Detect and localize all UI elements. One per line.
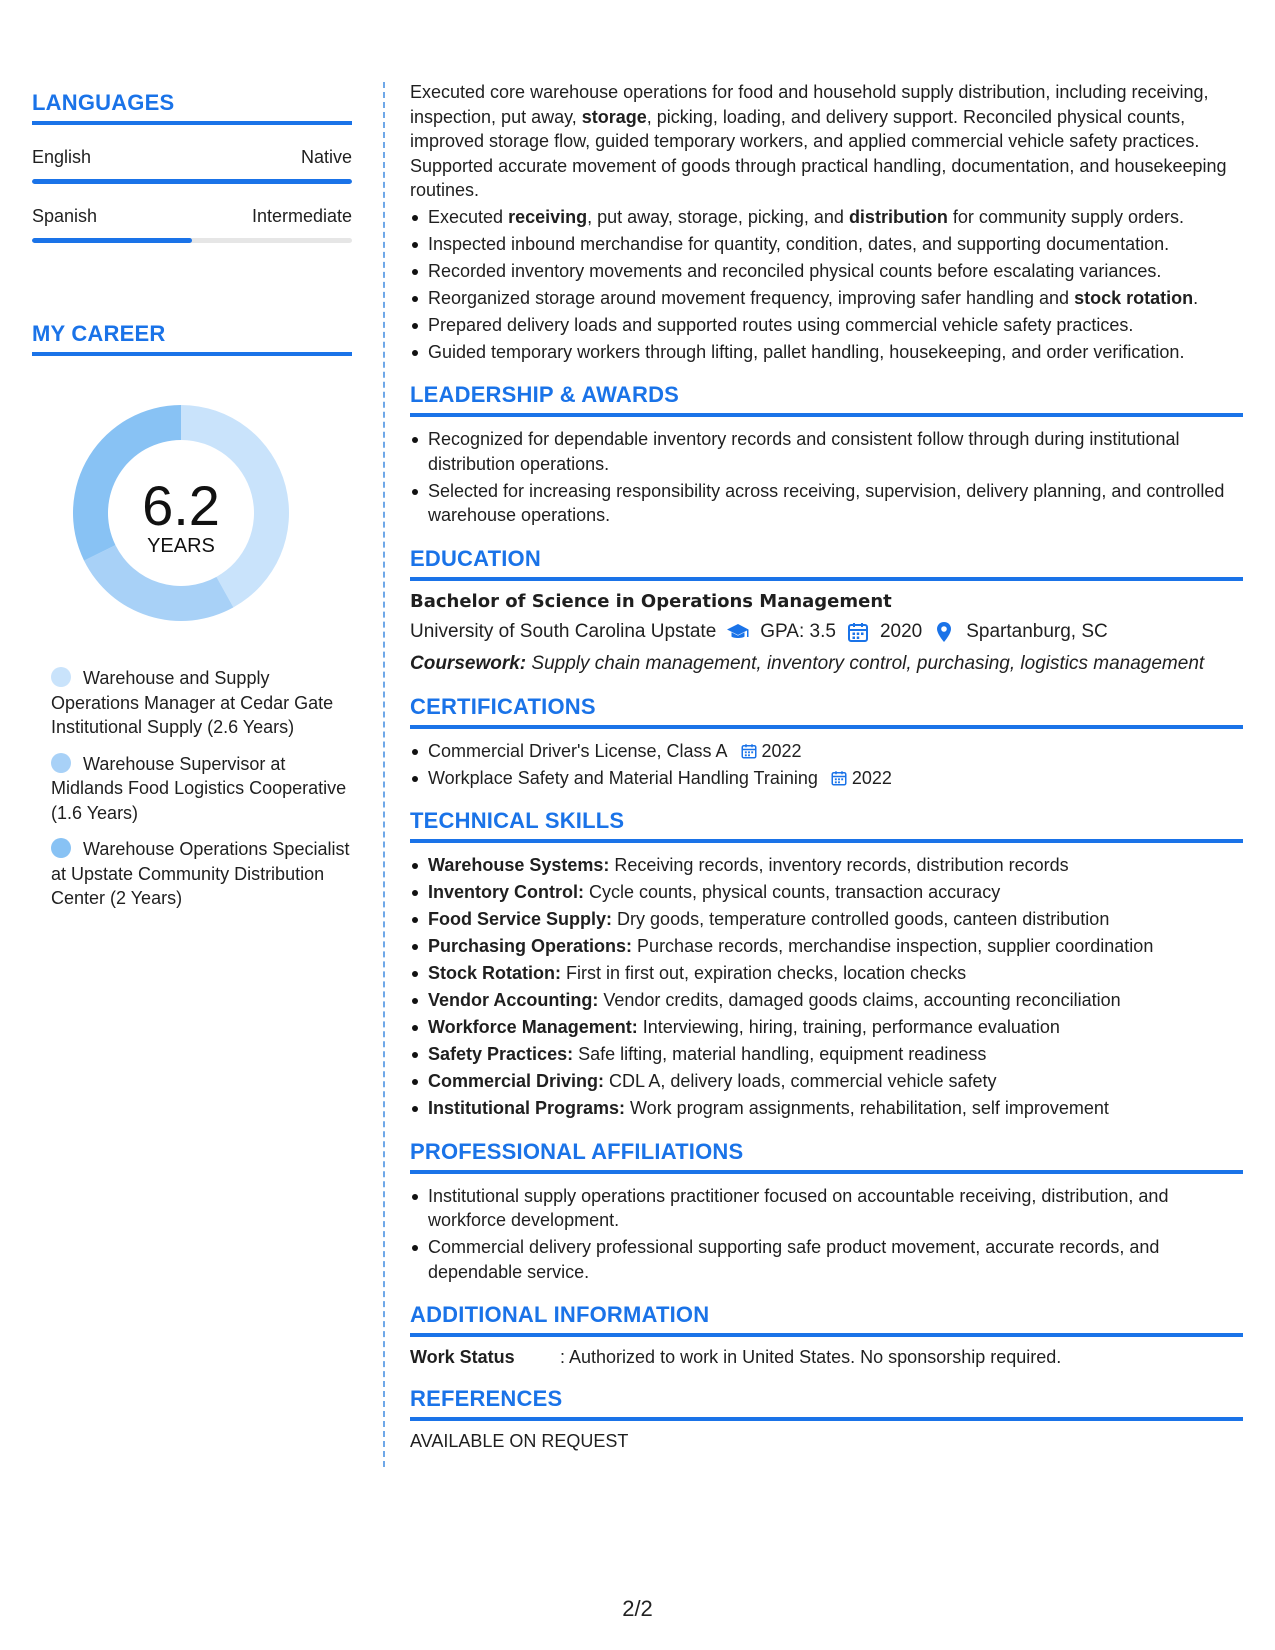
text-run: Prepared delivery loads and supported routes using commercial vehicle safety practices.: [428, 314, 1134, 335]
section-rule: [410, 577, 1243, 581]
skill-item: [410, 1069, 1243, 1094]
section-rule: [410, 839, 1243, 843]
skill-category: Vendor Accounting:: [428, 990, 599, 1010]
affiliations-list: [410, 1184, 1243, 1285]
certification-year: 2022: [851, 767, 892, 788]
skill-category: Safety Practices:: [428, 1044, 574, 1064]
languages-title: LANGUAGES: [32, 90, 175, 115]
section-rule: [410, 1333, 1243, 1337]
language-proficiency-fill: [32, 238, 192, 243]
school-name: University of South Carolina Upstate: [410, 620, 717, 642]
experience-bullet: [410, 286, 1243, 311]
section-rule: [410, 413, 1243, 417]
education-section: [410, 546, 1243, 676]
section-rule: [410, 725, 1243, 729]
career-role-label: Warehouse Operations Specialist at Upstate Community Distribution Center (2 Years): [51, 839, 350, 908]
bold-text: distribution: [848, 206, 948, 227]
experience-summary: [410, 80, 1243, 203]
experience-section: [410, 80, 1243, 364]
certification-list: [410, 739, 1243, 791]
skill-category: Commercial Driving:: [428, 1071, 605, 1091]
sidebar: [32, 90, 352, 923]
skill-details: Purchase records, merchandise inspection, supplier coordination: [632, 936, 1154, 956]
calendar-icon: [740, 742, 758, 760]
leadership-list: [410, 427, 1243, 528]
skill-category: Purchasing Operations:: [428, 936, 633, 956]
coursework: [410, 652, 1243, 676]
certification-name: Commercial Driver's License, Class A: [428, 740, 728, 761]
skill-item: [410, 961, 1243, 986]
bold-text: receiving: [508, 206, 588, 227]
skill-category: Stock Rotation:: [428, 963, 561, 983]
text-run: Inspected inbound merchandise for quantity, condition, dates, and supporting documentation.: [428, 233, 1170, 254]
language-row: [32, 206, 352, 227]
skill-category: Inventory Control:: [428, 882, 584, 902]
experience-bullet: [410, 232, 1243, 257]
career-legend-item: [32, 837, 352, 911]
leadership-title: LEADERSHIP & AWARDS: [410, 382, 680, 407]
skill-category: Warehouse Systems:: [428, 855, 610, 875]
skill-item: [410, 1015, 1243, 1040]
leadership-item: Selected for increasing responsibility across receiving, supervision, delivery planning, and controlled warehouse operations.: [410, 479, 1243, 528]
skills-section: [410, 808, 1243, 1121]
language-proficiency-bar: [32, 238, 352, 243]
language-name: English: [32, 147, 92, 167]
graduation-cap-icon: [726, 620, 750, 644]
work-status-row: [410, 1347, 1243, 1368]
career-legend-item: [32, 666, 352, 740]
text-run: Reorganized storage around movement frequency, improving safer handling and: [428, 287, 1075, 308]
skill-details: Dry goods, temperature controlled goods, canteen distribution: [612, 909, 1110, 929]
skill-category: Food Service Supply:: [428, 909, 613, 929]
skill-details: Vendor credits, damaged goods claims, accounting reconciliation: [598, 990, 1121, 1010]
certification-name: Workplace Safety and Material Handling Training: [428, 767, 818, 788]
career-role-label: Warehouse Supervisor at Midlands Food Logistics Cooperative (1.6 Years): [51, 753, 347, 823]
text-run: Guided temporary workers through lifting, pallet handling, housekeeping, and order verification.: [428, 341, 1185, 362]
references-text: AVAILABLE ON REQUEST: [410, 1431, 629, 1451]
skill-item: [410, 1042, 1243, 1067]
career-legend-item: [32, 752, 352, 826]
career-section: [32, 321, 352, 911]
language-level: Intermediate: [251, 206, 352, 226]
certification-item: [410, 739, 1243, 764]
legend-dot: [51, 838, 71, 858]
text-run: .: [1193, 287, 1199, 308]
experience-bullet: [410, 259, 1243, 284]
calendar-icon: [830, 769, 848, 787]
section-rule: [410, 1170, 1243, 1174]
language-proficiency-fill: [32, 179, 352, 184]
language-row: [32, 147, 352, 168]
gpa: GPA: 3.5: [760, 620, 836, 642]
work-status-label: Work Status: [410, 1347, 515, 1367]
language-name: Spanish: [32, 206, 98, 226]
skills-title: TECHNICAL SKILLS: [410, 808, 625, 833]
language-level: Native: [300, 147, 352, 167]
affiliations-section: [410, 1139, 1243, 1285]
work-status-value: : Authorized to work in United States. No sponsorship required.: [560, 1347, 1062, 1367]
school-location: Spartanburg, SC: [966, 620, 1108, 642]
skill-details: Receiving records, inventory records, distribution records: [609, 855, 1069, 875]
bold-text: storage: [581, 106, 647, 127]
skill-item: [410, 934, 1243, 959]
skill-item: [410, 853, 1243, 878]
experience-bullet: [410, 313, 1243, 338]
text-run: Executed core warehouse operations for food and household supply distribution, including receiving, inspection, put away,: [410, 82, 1209, 127]
experience-bullet: [410, 205, 1243, 230]
affiliation-item: Commercial delivery professional supporting safe product movement, accurate records, and dependable service.: [410, 1235, 1243, 1284]
leadership-item: Recognized for dependable inventory records and consistent follow through during institutional distribution operations.: [410, 427, 1243, 476]
leadership-section: [410, 382, 1243, 528]
skill-details: First in first out, expiration checks, location checks: [561, 963, 967, 983]
certification-year: 2022: [761, 740, 802, 761]
education-title: EDUCATION: [410, 545, 541, 571]
section-rule: [410, 1417, 1243, 1421]
references-title: REFERENCES: [410, 1386, 563, 1411]
affiliation-item: Institutional supply operations practitioner focused on accountable receiving, distribution, and workforce development.: [410, 1184, 1243, 1233]
experience-bullet: [410, 340, 1243, 365]
page-number: 2/2: [622, 1596, 653, 1621]
skill-details: Cycle counts, physical counts, transaction accuracy: [584, 882, 1001, 902]
career-donut-chart: [66, 398, 296, 628]
location-pin-icon: [932, 620, 956, 644]
skill-item: [410, 880, 1243, 905]
additional-section: [410, 1302, 1243, 1368]
text-run: Recorded inventory movements and reconciled physical counts before escalating variances.: [428, 260, 1162, 281]
career-role-label: Warehouse and Supply Operations Manager at Cedar Gate Institutional Supply (2.6 Years): [51, 668, 334, 737]
skill-details: CDL A, delivery loads, commercial vehicle safety: [604, 1071, 997, 1091]
text-run: , put away, storage, picking, and: [587, 206, 849, 227]
career-title: MY CAREER: [32, 321, 166, 346]
coursework-label: Coursework:: [410, 652, 527, 674]
legend-dot: [51, 753, 71, 773]
affiliations-title: PROFESSIONAL AFFILIATIONS: [410, 1138, 744, 1164]
language-list: [32, 147, 352, 243]
skill-category: Workforce Management:: [428, 1017, 638, 1037]
text-run: Executed: [428, 206, 509, 227]
certification-item: [410, 766, 1243, 791]
references-section: [410, 1386, 1243, 1452]
skills-list: [410, 853, 1243, 1121]
skill-details: Interviewing, hiring, training, performance evaluation: [637, 1017, 1060, 1037]
certifications-title: CERTIFICATIONS: [410, 693, 596, 719]
certifications-section: [410, 694, 1243, 791]
skill-item: [410, 988, 1243, 1013]
languages-section: [32, 90, 352, 243]
calendar-icon: [846, 620, 870, 644]
career-years-unit: YEARS: [147, 535, 215, 557]
experience-bullets: [410, 205, 1243, 365]
career-total-years: 6.2: [142, 474, 220, 537]
degree-name: Bachelor of Science in Operations Management: [410, 590, 892, 612]
bold-text: stock rotation: [1074, 287, 1194, 308]
skill-category: Institutional Programs:: [428, 1098, 626, 1118]
section-rule: [32, 121, 352, 125]
skill-details: Work program assignments, rehabilitation, self improvement: [625, 1098, 1109, 1118]
school-line: [410, 620, 1243, 644]
skill-item: [410, 1096, 1243, 1121]
text-run: , picking, loading, and delivery support. Reconciled physical counts, improved storage flow, guided temporary workers, and applied commercial vehicle safety practices. Supported accurate movement of goods through practical handling, documentation, and housekeeping routines.: [410, 106, 1227, 200]
column-divider: [383, 82, 385, 1467]
career-legend: [32, 666, 352, 911]
section-rule: [32, 352, 352, 356]
additional-title: ADDITIONAL INFORMATION: [410, 1302, 710, 1327]
main-content: [410, 80, 1243, 1452]
skill-item: [410, 907, 1243, 932]
text-run: for community supply orders.: [947, 206, 1185, 227]
legend-dot: [51, 667, 71, 687]
skill-details: Safe lifting, material handling, equipment readiness: [573, 1044, 987, 1064]
graduation-year: 2020: [879, 620, 923, 642]
language-proficiency-bar: [32, 179, 352, 184]
coursework-text: Supply chain management, inventory control, purchasing, logistics management: [526, 652, 1205, 674]
